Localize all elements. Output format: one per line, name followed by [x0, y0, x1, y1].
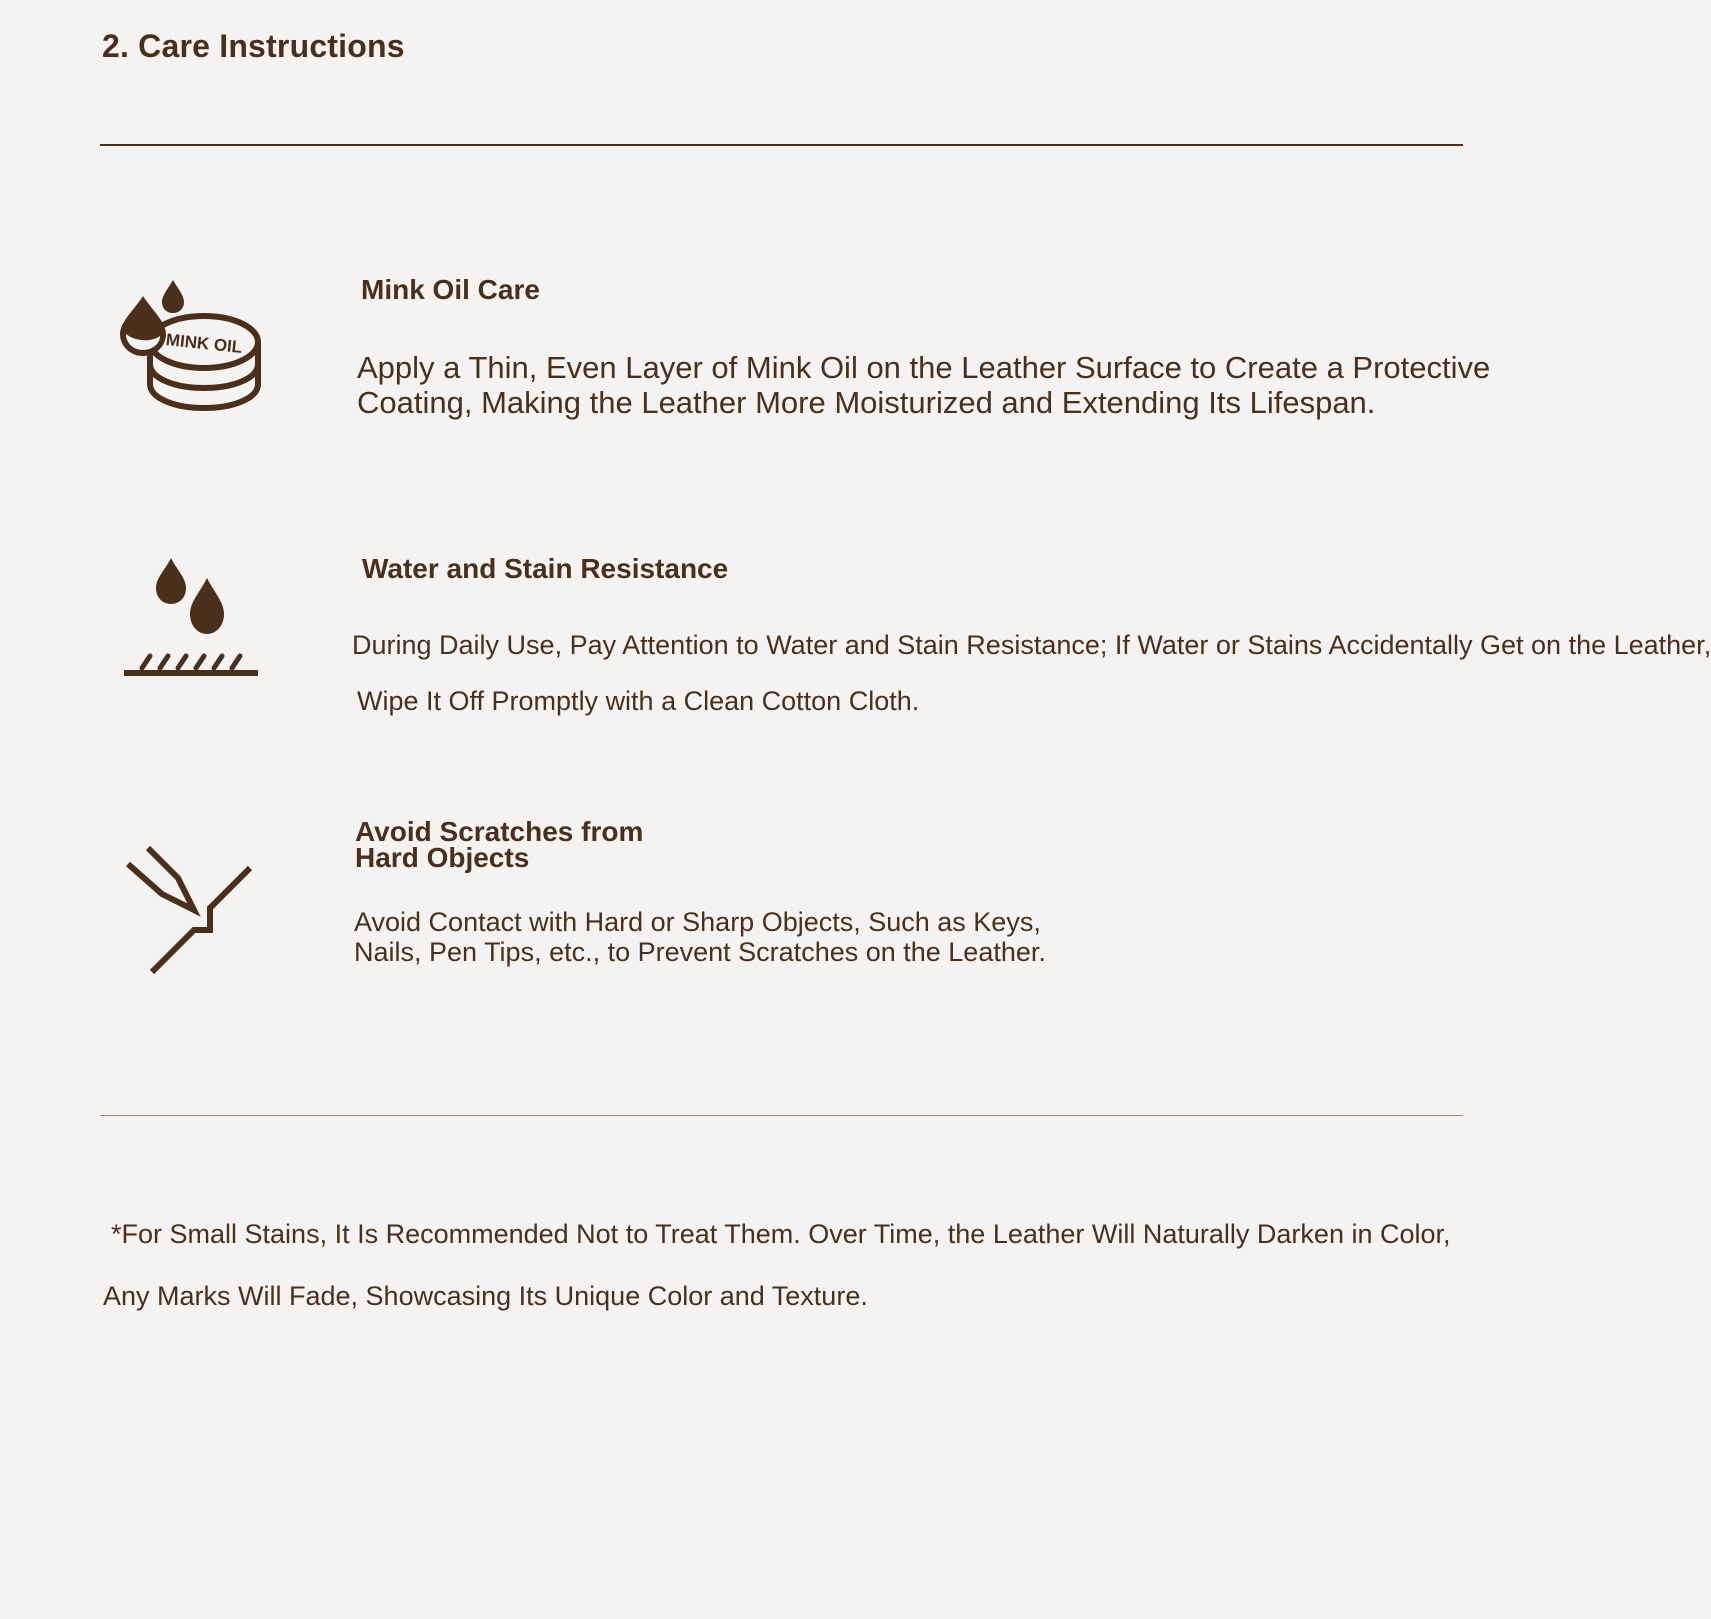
body-line: Nails, Pen Tips, etc., to Prevent Scratches on the Leather.	[354, 937, 1046, 967]
body-line: During Daily Use, Pay Attention to Water and Stain Resistance; If Water or Stains Accidentally Get on the Leather,	[352, 630, 1711, 660]
section-heading-scratches	[355, 816, 644, 873]
note-line: *For Small Stains, It Is Recommended Not to Treat Them. Over Time, the Leather Will Naturally Darken in Color,	[111, 1219, 1451, 1249]
heading-line: Avoid Scratches from	[355, 816, 644, 847]
body-line: Apply a Thin, Even Layer of Mink Oil on the Leather Surface to Create a Protective	[357, 350, 1491, 385]
footer-divider	[100, 1115, 1463, 1116]
care-note	[103, 1203, 1451, 1327]
body-line: Wipe It Off Promptly with a Clean Cotton Cloth.	[357, 686, 920, 716]
section-heading-mink-oil: Mink Oil Care	[361, 274, 540, 305]
heading-line: Hard Objects	[355, 842, 530, 873]
body-line: Avoid Contact with Hard or Sharp Objects, Such as Keys,	[354, 907, 1041, 937]
body-line: Coating, Making the Leather More Moisturized and Extending Its Lifespan.	[357, 385, 1376, 420]
section-heading-water-stain: Water and Stain Resistance	[362, 553, 729, 584]
section-body-scratches	[354, 907, 1046, 967]
page-title: 2. Care Instructions	[102, 28, 405, 64]
mink-oil-tin-label: MINK OIL	[165, 330, 244, 357]
section-body-water-stain	[352, 617, 1711, 729]
water-drops-surface-icon	[112, 546, 272, 706]
section-body-mink-oil	[357, 350, 1490, 420]
scratch-icon	[112, 836, 272, 996]
title-divider	[100, 144, 1463, 146]
mink-oil-tin-icon	[112, 272, 272, 432]
note-line: Any Marks Will Fade, Showcasing Its Unique Color and Texture.	[103, 1281, 868, 1311]
